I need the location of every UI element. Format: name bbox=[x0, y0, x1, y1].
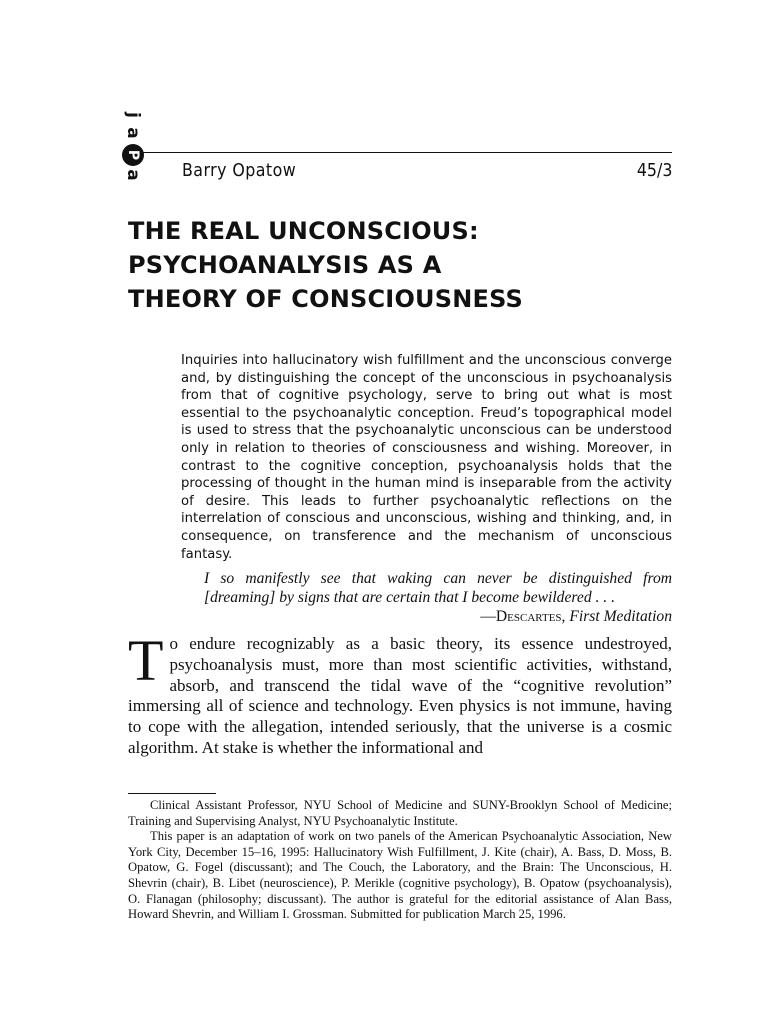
body-text: o endure recognizably as a basic theory, its essence undestroyed, psychoanalysis must, more than most scientific activities, withstand, absorb, and transcend the tidal wave of the “cognitive revolution” immersing all of science and technology. Even physics is not immune, having to cope with the allegation, intended seriously, that the universe is a cosmic algorithm. At stake is whether the informational and bbox=[128, 634, 672, 757]
epigraph-attribution bbox=[204, 607, 672, 626]
logo-letter-p: P bbox=[124, 149, 141, 161]
header-rule bbox=[140, 152, 672, 153]
epigraph-quote: I so manifestly see that waking can never be distinguished from [dreaming] by signs that are certain that I become bewildered . . . bbox=[204, 570, 672, 606]
abstract: Inquiries into hallucinatory wish fulfillment and the unconscious converge and, by distinguishing the concept of the unconscious in psychoanalysis from that of cognitive psychology, serve to bring out what is most essential to the psychoanalytic conception. Freud’s topographical model is used to stress that the psychoanalytic unconscious can be understood only in relation to theories of consciousness and wishing. Moreover, in contrast to the cognitive conception, psychoanalysis holds that the processing of thought in the human mind is inseparable from the activity of desire. This leads to further psychoanalytic reflections on the interrelation of conscious and unconscious, wishing and thinking, and, in consequence, on transference and the mechanism of unconscious fantasy. bbox=[181, 353, 672, 562]
logo-letter-a: a bbox=[123, 127, 143, 139]
epigraph-work: First Meditation bbox=[569, 608, 672, 625]
footnote-rule bbox=[128, 793, 216, 794]
journal-logo bbox=[117, 104, 149, 186]
logo-letter-p-circle bbox=[122, 144, 144, 166]
epigraph bbox=[204, 569, 672, 626]
epigraph-dash: — bbox=[480, 608, 496, 625]
body-paragraph bbox=[128, 628, 672, 759]
article-title bbox=[128, 214, 688, 316]
footnote-acknowledgment: This paper is an adaptation of work on two panels of the American Psychoanalytic Association, New York City, December 15–16, 1995: Hallucinatory Wish Fulfillment, J. Kite (chair), A. Bass, D. Moss, B. Opatow, G. Fogel (discussant); and The Couch, the Laboratory, and the Brain: The Unconscious, H. Shevrin (chair), B. Libet (neuroscience), P. Merikle (cognitive psychology), B. Opatow (psychoanalysis), O. Flanagan (philosophy; discussant). The author is grateful for the editorial assistance of Alan Bass, Howard Shevrin, and William I. Grossman. Submitted for publication March 25, 1996. bbox=[128, 829, 672, 922]
footnotes bbox=[128, 798, 672, 923]
logo-letter-j: j bbox=[123, 112, 143, 118]
epigraph-author: Descartes, bbox=[495, 608, 566, 625]
running-head-issue: 45/3 bbox=[636, 160, 672, 181]
running-head-author: Barry Opatow bbox=[182, 160, 297, 181]
title-line: THE REAL UNCONSCIOUS: bbox=[128, 217, 479, 245]
footnote-affiliation: Clinical Assistant Professor, NYU School of Medicine and SUNY-Brooklyn School of Medicine; Training and Supervising Analyst, NYU Psychoanalytic Institute. bbox=[128, 798, 672, 828]
title-line: PSYCHOANALYSIS AS A bbox=[128, 251, 442, 279]
title-line: THEORY OF CONSCIOUSNESS bbox=[128, 285, 523, 313]
drop-cap: T bbox=[128, 628, 164, 693]
logo-letter-a2: a bbox=[123, 169, 143, 181]
